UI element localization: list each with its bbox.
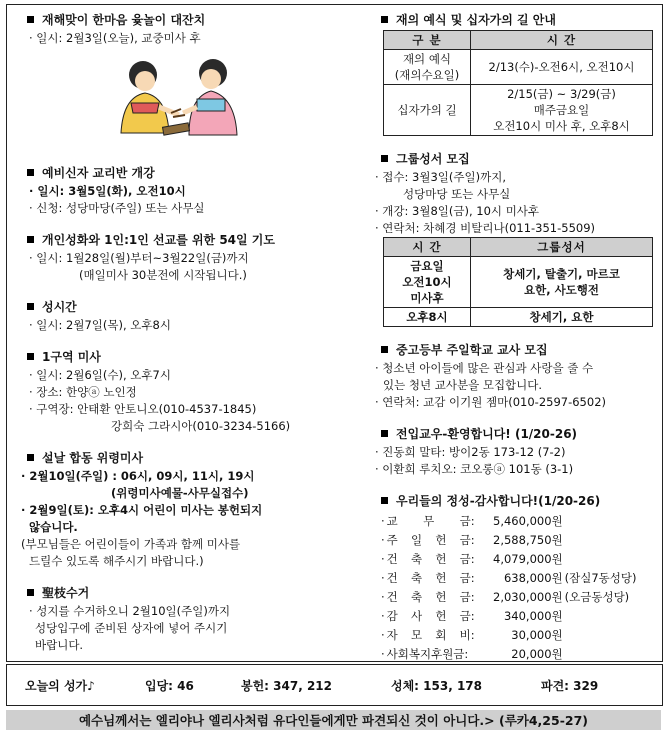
- hymn-bar: [6, 664, 663, 706]
- section-title: 개인성화와 1인:1인 선교를 위한 54일 기도: [21, 231, 351, 248]
- holy-hour-section: 성시간 · 일시: 2월7일(목), 오후8시: [21, 298, 351, 334]
- square-bullet-icon: [381, 430, 388, 437]
- square-bullet-icon: [27, 353, 34, 360]
- offering-row: · 건 축 헌 금: 638,000원 (잠실7동성당): [381, 571, 637, 585]
- section-title: 설날 합동 위령미사: [21, 449, 351, 466]
- section-title: 재해맞이 한마음 윷놀이 대잔치: [21, 11, 351, 28]
- section-title: 중고등부 주일학교 교사 모집: [375, 341, 665, 358]
- right-column: [375, 11, 665, 679]
- new-parishioners-section: 전입교우-환영합니다! (1/20-26) · 진동희 말타: 방이2동 173-12 (7-2) · 이환희 루치오: 코오롱ⓐ 101동 (3-1): [375, 425, 665, 478]
- offering-row: · 사회복지후원금: 20,000원: [381, 647, 563, 661]
- square-bullet-icon: [381, 346, 388, 353]
- square-bullet-icon: [27, 454, 34, 461]
- bible-group-section: 그룹성서 모집 · 접수: 3월3일(주일)까지, 성당마당 또는 사무실 · 개강: 3월8일(금), 10시 미사후 · 연락처: 차혜경 비탈리나(011-351-5509) 시 간 그룹성서 금요일 오전10시 미사후 창세기, 탈출기, 마르코 요한, 사도행전 오후8시 창세기, 요한: [375, 150, 665, 327]
- offering-row: · 감 사 헌 금: 340,000원: [381, 609, 563, 623]
- square-bullet-icon: [381, 16, 388, 23]
- offering-row: · 건 축 헌 금: 4,079,000원: [381, 552, 563, 566]
- square-bullet-icon: [381, 155, 388, 162]
- catechumen-class-section: 예비신자 교리반 개강 · 일시: 3월5일(화), 오전10시 · 신청: 성당마당(주일) 또는 사무실: [21, 164, 351, 217]
- section-title: 우리들의 정성-감사합니다!(1/20-26): [375, 492, 665, 509]
- offering-row: · 주 일 헌 금: 2,588,750원: [381, 533, 563, 547]
- teacher-recruitment-section: 중고등부 주일학교 교사 모집 · 청소년 아이들에 많은 관심과 사랑을 줄 수 있는 청년 교사분을 모집합니다. · 연락처: 교감 이기원 젬마(010-2597-6502): [375, 341, 665, 411]
- communion-hymn: 성체: 153, 178: [391, 678, 482, 693]
- section-title: 예비신자 교리반 개강: [21, 164, 351, 181]
- palm-collection-section: 聖枝수거 · 성지를 수거하오니 2월10일(주일)까지 성당입구에 준비된 상자에 넣어 주시기 바랍니다.: [21, 584, 351, 654]
- square-bullet-icon: [27, 589, 34, 596]
- left-column: [21, 11, 351, 668]
- district-mass-section: 1구역 미사 · 일시: 2월6일(수), 오후7시 · 장소: 한양ⓐ 노인정 · 구역장: 안태환 안토니오(010-4537-1845) 강희숙 그라시아(010-3234-5166): [21, 348, 351, 435]
- ash-wednesday-section: [375, 11, 665, 136]
- square-bullet-icon: [27, 169, 34, 176]
- offerings-table: [379, 511, 639, 665]
- section-title: 그룹성서 모집: [375, 150, 665, 167]
- offerings-section: [375, 492, 665, 665]
- section-title: 1구역 미사: [21, 348, 351, 365]
- square-bullet-icon: [381, 497, 388, 504]
- square-bullet-icon: [27, 16, 34, 23]
- section-title: 전입교우-환영합니다! (1/20-26): [375, 425, 665, 442]
- 54-day-prayer-section: 개인성화와 1인:1인 선교를 위한 54일 기도 · 일시: 1월28일(월)부터~3월22일(금)까지 (매일미사 30분전에 시작됩니다.): [21, 231, 351, 284]
- entrance-hymn: 입당: 46: [145, 678, 194, 693]
- hymn-label: 오늘의 성가♪: [25, 678, 95, 693]
- section-title: 재의 예식 및 십자가의 길 안내: [375, 11, 665, 28]
- children-playing-yut-illustration: [101, 55, 251, 143]
- offering-row: · 자 모 회 비: 30,000원: [381, 628, 563, 642]
- child-right: [183, 59, 237, 135]
- bulletin-frame: [6, 4, 663, 662]
- section-title: 聖枝수거: [21, 584, 351, 601]
- yut-festival-section: 재해맞이 한마음 윷놀이 대잔치 · 일시: 2월3일(오늘), 교중미사 후: [21, 11, 351, 150]
- offering-row: · 건 축 헌 금: 2,030,000원 (오금동성당): [381, 590, 630, 604]
- section-title: 성시간: [21, 298, 351, 315]
- memorial-mass-section: 설날 합동 위령미사 · 2월10일(주일) : 06시, 09시, 11시, 19시 (위령미사예물-사무실접수) · 2월9일(토): 오후4시 어린이 미사는 봉헌되지 않습니다. (부모님들은 어린이들이 가족과 함께 미사를 드릴수 있도록 해주시기 바랍니다.): [21, 449, 351, 570]
- square-bullet-icon: [27, 236, 34, 243]
- schedule-table: 구 분 시 간 재의 예식 (재의수요일) 2/13(수)-오전6시, 오전10시 십자가의 길 2/15(금) ~ 3/29(금) 매주금요일 오전10시 미사 후, 오후8시: [383, 30, 653, 136]
- child-left: [121, 61, 179, 133]
- offertory-hymn: 봉헌: 347, 212: [241, 678, 332, 693]
- square-bullet-icon: [27, 303, 34, 310]
- bible-group-table: 시 간 그룹성서 금요일 오전10시 미사후 창세기, 탈출기, 마르코 요한, 사도행전 오후8시 창세기, 요한: [383, 237, 653, 327]
- scripture-quote: 예수님께서는 엘리야나 엘리사처럼 유다인들에게만 파견되신 것이 아니다.> (루카4,25-27): [6, 710, 661, 730]
- recessional-hymn: 파견: 329: [541, 678, 599, 693]
- offering-row: · 교 무 금: 5,460,000원: [381, 514, 563, 528]
